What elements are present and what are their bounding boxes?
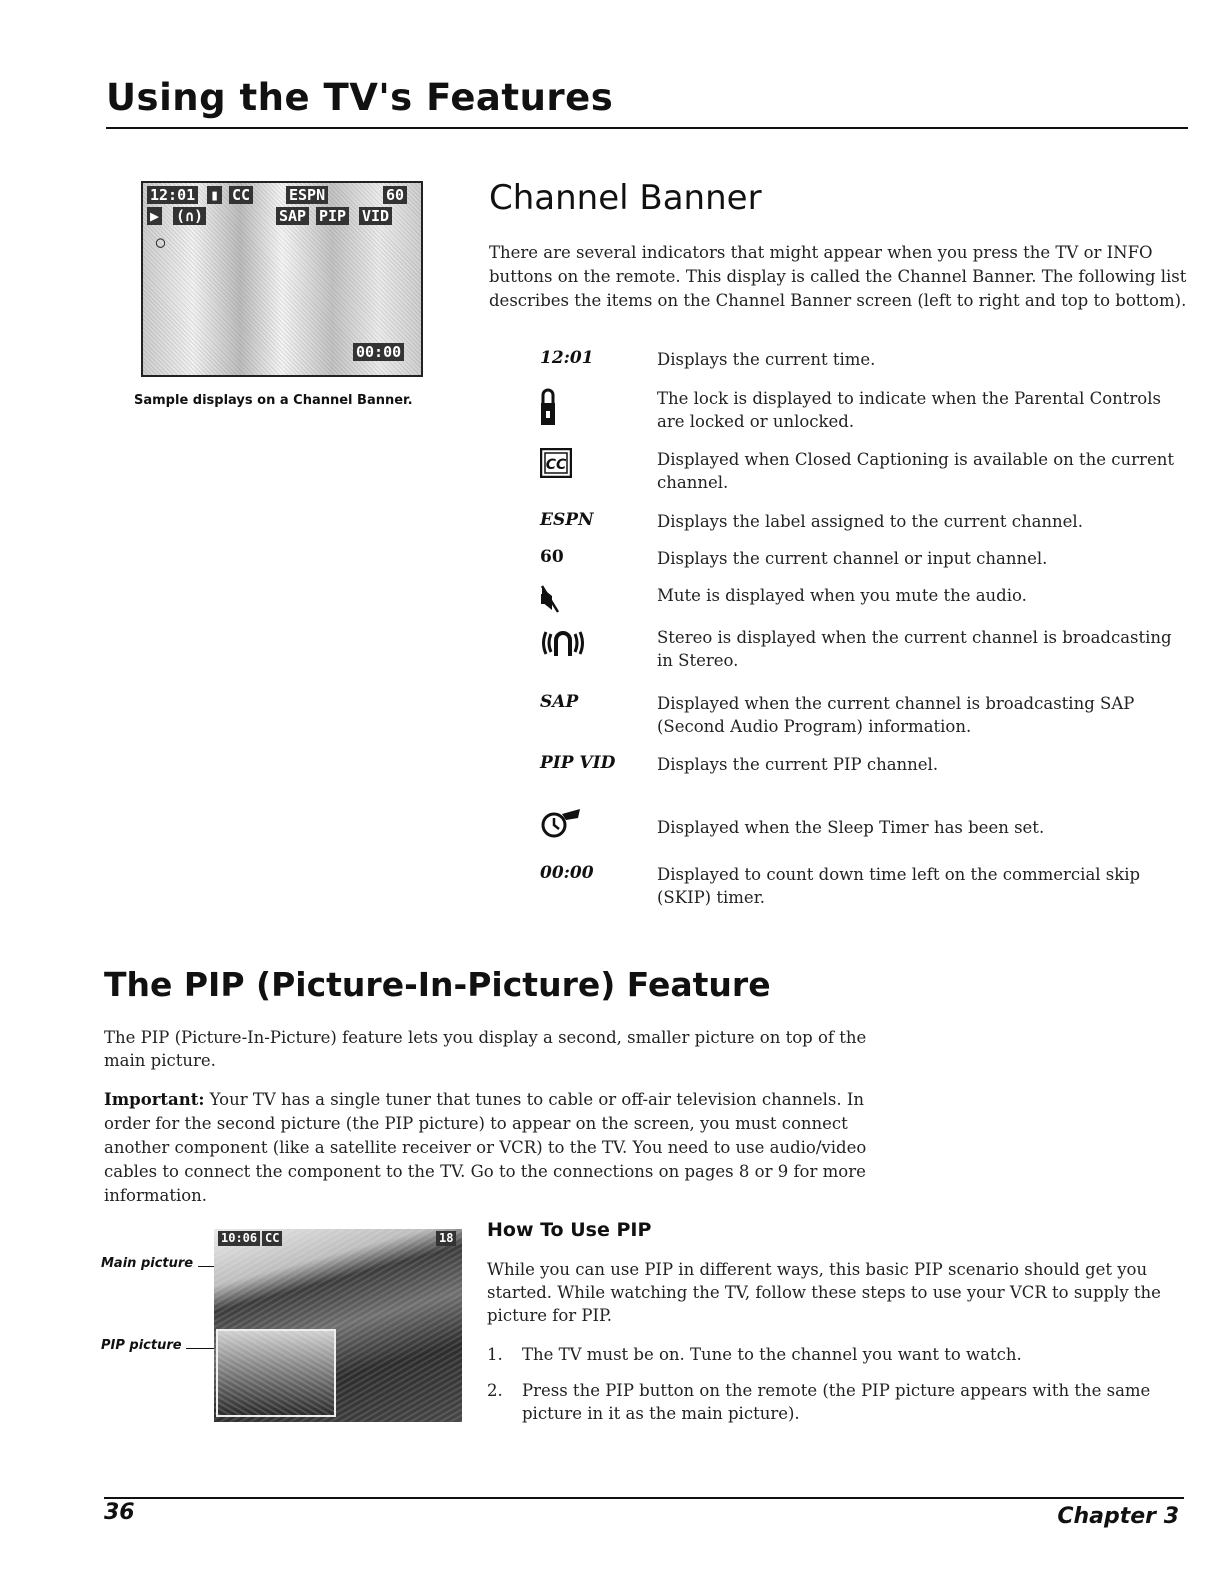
indicator-term: 60 [540, 547, 564, 567]
indicator-description: Stereo is displayed when the current channel is broadcasting in Stereo. [657, 628, 1172, 670]
step-number: 1. [487, 1345, 503, 1364]
step-text: The TV must be on. Tune to the channel you want to watch. [522, 1345, 1022, 1364]
osd-sleep-timer-icon: ◯ [156, 233, 166, 251]
pip-important-note [104, 1088, 914, 1208]
osd-pip: PIP [316, 207, 349, 225]
osd-pip-time: 10:06 [218, 1231, 260, 1246]
indicator-description: Displays the current time. [657, 350, 876, 369]
lock-icon [540, 387, 650, 427]
indicator-description: Displayed when the current channel is broadcasting SAP (Second Audio Program) information. [657, 694, 1135, 736]
osd-pip-closed-caption-icon: CC [262, 1231, 282, 1246]
osd-vid: VID [359, 207, 392, 225]
pip-intro: The PIP (Picture-In-Picture) feature lets you display a second, smaller picture on top of the main picture. [104, 1028, 867, 1070]
main-picture-label: Main picture [101, 1256, 194, 1271]
osd-channel-number: 60 [383, 186, 407, 204]
indicator-term: ESPN [540, 510, 594, 530]
channel-banner-heading: Channel Banner [489, 178, 762, 218]
important-text: Your TV has a single tuner that tunes to cable or off-air television channels. In order for the second picture (the PIP picture) to appear on the screen, you must connect another component (like a satellite receiver or VCR) to the TV. You need to use audio/video cables to connect the component to the TV. Go to the connections on pages 8 or 9 for more information. [104, 1090, 867, 1205]
title-divider [106, 127, 1188, 129]
osd-stereo-icon: (∩) [173, 207, 206, 225]
step-text: Press the PIP button on the remote (the PIP picture appears with the same picture in it as the main picture). [522, 1381, 1151, 1423]
osd-pip-channel: 18 [436, 1231, 456, 1246]
indicator-description: Mute is displayed when you mute the audio. [657, 586, 1027, 605]
channel-banner-intro: There are several indicators that might appear when you press the TV or INFO buttons on the remote. This display is called the Channel Banner. The following list describes the items on the Channel Banner screen (left to right and top to bottom). [489, 243, 1187, 310]
indicator-description: Displays the current PIP channel. [657, 755, 939, 774]
osd-lock-icon: ▮ [207, 186, 222, 204]
how-to-use-pip-heading: How To Use PIP [487, 1219, 652, 1241]
indicator-description: Displayed when the Sleep Timer has been set. [657, 818, 1045, 837]
indicator-description: Displayed to count down time left on the commercial skip (SKIP) timer. [657, 865, 1141, 907]
indicator-description: Displayed when Closed Captioning is available on the current channel. [657, 450, 1174, 492]
indicator-term: 12:01 [540, 348, 594, 368]
page-number: 36 [104, 1500, 135, 1525]
indicator-description: The lock is displayed to indicate when the Parental Controls are locked or unlocked. [657, 389, 1161, 431]
indicator-term: 00:00 [540, 863, 594, 883]
osd-skip-timer: 00:00 [353, 343, 404, 361]
stereo-icon [540, 626, 650, 660]
page-title: Using the TV's Features [106, 76, 614, 119]
step-number: 2. [487, 1381, 503, 1400]
chapter-label: Chapter 3 [1057, 1504, 1179, 1529]
how-to-use-pip-intro: While you can use PIP in different ways, this basic PIP scenario should get you started. While watching the TV, follow these steps to use your VCR to supply the picture for PIP. [487, 1260, 1161, 1325]
pip-sample-image [214, 1229, 462, 1422]
indicator-term: SAP [540, 692, 579, 712]
indicator-description: Displays the current channel or input channel. [657, 549, 1048, 568]
pip-picture-label: PIP picture [101, 1338, 182, 1353]
sleep-timer-icon [540, 806, 650, 842]
osd-mute-icon: ▶ [147, 207, 162, 225]
pip-heading: The PIP (Picture-In-Picture) Feature [104, 965, 771, 1004]
osd-closed-caption-icon: CC [229, 186, 253, 204]
footer-divider [104, 1497, 1184, 1499]
pip-inset-picture [216, 1329, 336, 1417]
svg-text:CC: CC [545, 457, 567, 473]
osd-sap: SAP [276, 207, 309, 225]
indicator-term: PIP VID [540, 753, 616, 773]
channel-banner-sample-image [141, 181, 423, 377]
indicator-description: Displays the label assigned to the current channel. [657, 512, 1083, 531]
closed-caption-icon [540, 448, 650, 478]
osd-time: 12:01 [147, 186, 198, 204]
important-label: Important: [104, 1090, 205, 1109]
figure-caption: Sample displays on a Channel Banner. [134, 393, 413, 408]
mute-icon [540, 584, 650, 614]
osd-channel-label: ESPN [286, 186, 328, 204]
